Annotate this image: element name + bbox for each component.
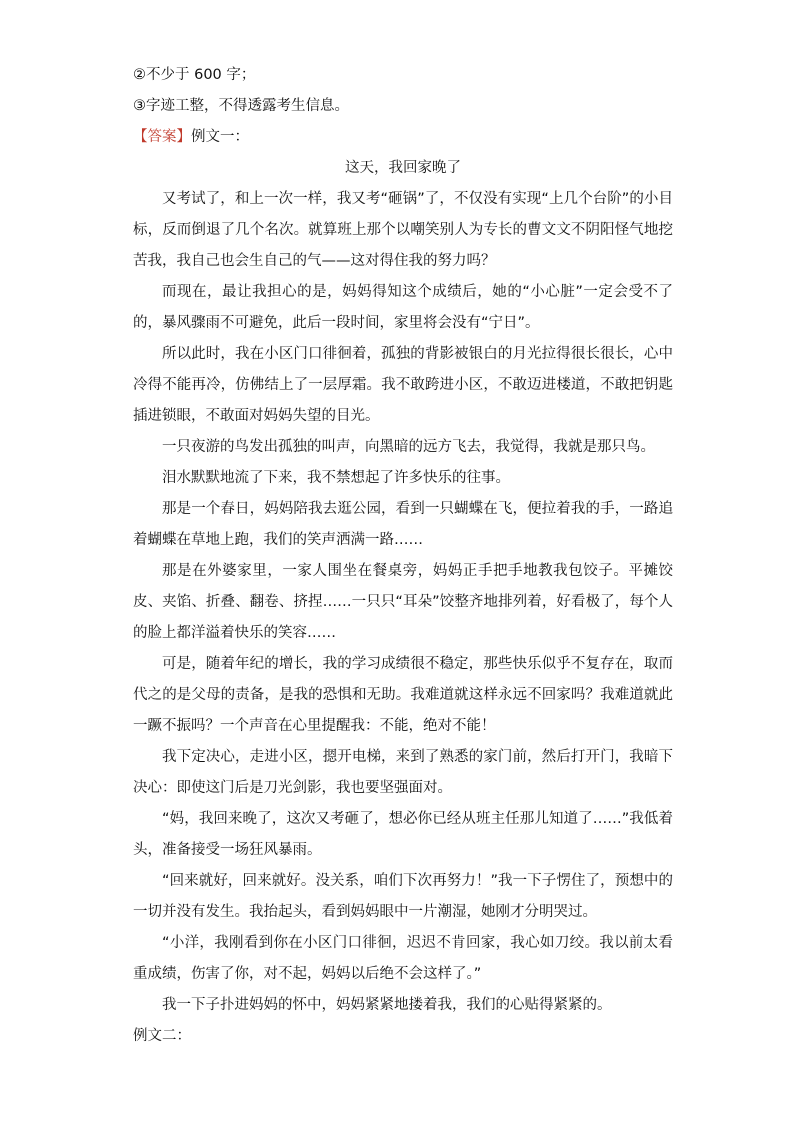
requirement-item-2: ②不少于 600 字； bbox=[133, 67, 256, 83]
example-1-label: 例文一： bbox=[191, 129, 249, 145]
essay-title: 这天，我回家晚了 bbox=[345, 160, 461, 176]
example-2-label: 例文二： bbox=[133, 1028, 191, 1044]
essay-paragraph: 又考试了，和上一次一样，我又考“砸锅”了，不仅没有实现“上几个台阶”的小目标，反而倒退了几个名次。就算班上那个以嘲笑别人为专长的曹文文不阴阳怪气地挖苦我，我自己也会生自己的气——这对得住我的努力吗？ bbox=[133, 191, 673, 269]
essay-paragraph: 所以此时，我在小区门口徘徊着，孤独的背影被银白的月光拉得很长很长，心中冷得不能再冷，仿佛结上了一层厚霜。我不敢跨进小区，不敢迈进楼道，不敢把钥匙插进锁眼，不敢面对妈妈失望的目光。 bbox=[133, 346, 673, 424]
answer-tag: 【答案】 bbox=[133, 129, 191, 145]
essay-paragraph: 那是一个春日，妈妈陪我去逛公园，看到一只蝴蝶在飞，便拉着我的手，一路追着蝴蝶在草地上跑，我们的笑声洒满一路…… bbox=[133, 501, 673, 548]
essay-paragraph: 我下定决心，走进小区，摁开电梯，来到了熟悉的家门前，然后打开门，我暗下决心：即使这门后是刀光剑影，我也要坚强面对。 bbox=[133, 749, 673, 796]
document-page bbox=[133, 60, 673, 1052]
essay-paragraph: “妈，我回来晚了，这次又考砸了，想必你已经从班主任那儿知道了……”我低着头，准备接受一场狂风暴雨。 bbox=[133, 811, 673, 858]
answer-heading bbox=[133, 122, 673, 153]
essay-paragraph: 而现在，最让我担心的是，妈妈得知这个成绩后，她的“小心脏”一定会受不了的，暴风骤雨不可避免，此后一段时间，家里将会没有“宁日”。 bbox=[133, 284, 673, 331]
essay-paragraph: 一只夜游的鸟发出孤独的叫声，向黑暗的远方飞去，我觉得，我就是那只鸟。 bbox=[162, 439, 655, 455]
essay-paragraph: “回来就好，回来就好。没关系，咱们下次再努力！”我一下子愣住了，预想中的一切并没有发生。我抬起头，看到妈妈眼中一片潮湿，她刚才分明哭过。 bbox=[133, 873, 673, 920]
essay-paragraph: 可是，随着年纪的增长，我的学习成绩很不稳定，那些快乐似乎不复存在，取而代之的是父母的责备，是我的恐惧和无助。我难道就这样永远不回家吗？我难道就此一蹶不振吗？一个声音在心里提醒我：不能，绝对不能！ bbox=[133, 656, 673, 734]
essay-paragraph: 那是在外婆家里，一家人围坐在餐桌旁，妈妈正手把手地教我包饺子。平摊饺皮、夹馅、折叠、翻卷、挤捏……一只只“耳朵”饺整齐地排列着，好看极了，每个人的脸上都洋溢着快乐的笑容…… bbox=[133, 563, 673, 641]
essay-paragraph: 泪水默默地流了下来，我不禁想起了许多快乐的往事。 bbox=[162, 470, 510, 486]
essay-paragraph: 我一下子扑进妈妈的怀中，妈妈紧紧地搂着我，我们的心贴得紧紧的。 bbox=[162, 997, 612, 1013]
requirement-item-3: ③字迹工整，不得透露考生信息。 bbox=[133, 98, 349, 114]
essay-paragraph: “小洋，我刚看到你在小区门口徘徊，迟迟不肯回家，我心如刀绞。我以前太看重成绩，伤害了你，对不起，妈妈以后绝不会这样了。” bbox=[133, 935, 673, 982]
